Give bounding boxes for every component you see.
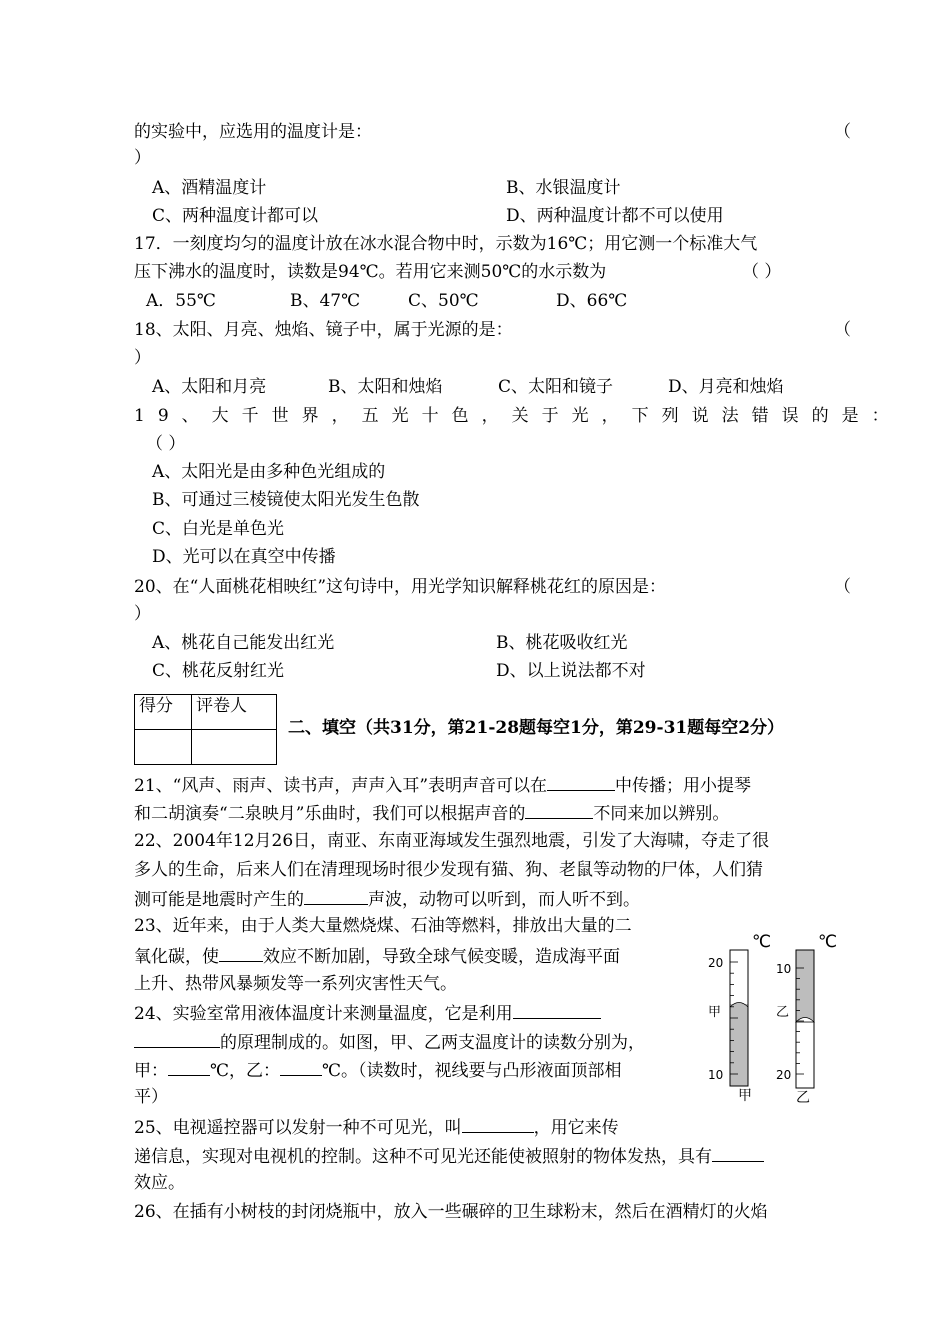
q25-blank-light[interactable] — [462, 1116, 534, 1133]
q24-text-1: 24、实验室常用液体温度计来测量温度，它是利用 — [134, 1004, 513, 1024]
q17-option-a: A．55℃ — [146, 291, 216, 311]
q17-option-d: D、66℃ — [556, 291, 628, 311]
q18-option-c: C、太阳和镜子 — [498, 377, 614, 397]
q18-paren-open: （ — [834, 320, 851, 340]
q17-line-1: 17．一刻度均匀的温度计放在冰水混合物中时，示数为16℃；用它测一个标准大气 — [134, 234, 758, 254]
section-2-heading: 二、填空（共31分，第21-28题每空1分，第29-31题每空2分） — [288, 718, 785, 738]
q21-blank-2[interactable] — [525, 802, 593, 819]
yi-label-10: 10 — [776, 962, 792, 976]
q23-line-3: 上升、热带风暴频发等一系列灾害性天气。 — [134, 974, 457, 994]
jia-label-10: 10 — [708, 1068, 724, 1082]
q21-line-1 — [134, 774, 751, 796]
q19-stem: 19、大千世界，五光十色，关于光，下列说法错误的是： — [134, 406, 902, 426]
grader-cell[interactable] — [192, 730, 277, 765]
q16-paren-close: ） — [134, 148, 151, 168]
q17-line-2: 压下沸水的温度时，读数是94℃。若用它来测50℃的水示数为 — [134, 262, 607, 282]
thermometer-yi — [776, 950, 814, 1106]
q24-text-3c: ℃。（读数时，视线要与凸形液面顶部相 — [322, 1061, 622, 1081]
q16-option-b: B、水银温度计 — [506, 178, 621, 198]
thermometer-figure — [700, 928, 870, 1108]
q25-text-1b: ，用它来传 — [533, 1118, 619, 1138]
q25-line-3: 效应。 — [134, 1173, 185, 1193]
q22-text-3b: 声波，动物可以听到，而人听不到。 — [368, 890, 640, 910]
jia-side-label: 甲 — [708, 1005, 722, 1020]
q25-line-1 — [134, 1116, 619, 1138]
yi-side-label: 乙 — [776, 1005, 790, 1020]
q24-blank-yi[interactable] — [280, 1059, 322, 1076]
q20-paren-close: ） — [134, 604, 151, 624]
q20-option-b: B、桃花吸收红光 — [496, 633, 628, 653]
q16-option-a: A、酒精温度计 — [152, 178, 267, 198]
q22-line-1: 22、2004年12月26日，南亚、东南亚海域发生强烈地震，引发了大海啸，夺走了很 — [134, 831, 770, 851]
q24-line-3 — [134, 1059, 622, 1081]
q19-option-c: C、白光是单色光 — [152, 519, 285, 539]
q25-text-2: 递信息，实现对电视机的控制。这种不可见光还能使被照射的物体发热，具有 — [134, 1147, 712, 1167]
unit-left: ℃ — [752, 932, 772, 952]
q22-line-2: 多人的生命，后来人们在清理现场时很少发现有猫、狗、老鼠等动物的尸体，人们猜 — [134, 860, 763, 880]
q19-paren: （ ） — [146, 434, 186, 454]
q17-paren: （ ） — [742, 262, 782, 282]
q23-text-2a: 氧化碳，使 — [134, 947, 219, 967]
q24-text-3b: ℃，乙： — [210, 1061, 281, 1081]
q24-text-3a: 甲： — [134, 1061, 168, 1081]
q18-paren-close: ） — [134, 348, 151, 368]
q21-text-1b: 中传播；用小提琴 — [615, 776, 752, 796]
q21-text-2b: 不同来加以辨别。 — [593, 804, 730, 824]
q16-paren-open: （ — [834, 122, 851, 142]
jia-label-20: 20 — [708, 956, 724, 970]
q24-line-1 — [134, 1002, 601, 1024]
q24-line-2 — [134, 1031, 645, 1053]
score-label: 得分 — [135, 695, 192, 730]
q23-text-2b: 效应不断加剧，导致全球气候变暖，造成海平面 — [263, 947, 620, 967]
score-table — [134, 694, 277, 765]
grader-label: 评卷人 — [192, 695, 277, 730]
q24-line-4: 平） — [134, 1087, 168, 1107]
q18-stem: 18、太阳、月亮、烛焰、镜子中，属于光源的是： — [134, 320, 513, 340]
q24-blank-principle-b[interactable] — [134, 1031, 220, 1048]
q21-text-2a: 和二胡演奏“二泉映月”乐曲时，我们可以根据声音的 — [134, 804, 526, 824]
q26-line-1: 26、在插有小树枝的封闭烧瓶中，放入一些碾碎的卫生球粉末，然后在酒精灯的火焰 — [134, 1202, 768, 1222]
thermometer-jia — [708, 950, 752, 1104]
q20-option-c: C、桃花反射红光 — [152, 661, 285, 681]
q24-blank-principle-a[interactable] — [513, 1002, 601, 1019]
q16-option-c: C、两种温度计都可以 — [152, 206, 319, 226]
q22-blank[interactable] — [304, 888, 368, 905]
q22-text-3a: 测可能是地震时产生的 — [134, 890, 304, 910]
q19-option-d: D、光可以在真空中传播 — [152, 547, 336, 567]
q18-option-b: B、太阳和烛焰 — [328, 377, 443, 397]
q19-option-a: A、太阳光是由多种色光组成的 — [152, 462, 386, 482]
q17-option-b: B、47℃ — [290, 291, 361, 311]
q21-line-2 — [134, 802, 729, 824]
q19-option-b: B、可通过三棱镜使太阳光发生色散 — [152, 490, 420, 510]
q21-blank-1[interactable] — [547, 774, 615, 791]
q21-text-1a: 21、“风声、雨声、读书声，声声入耳”表明声音可以在 — [134, 776, 548, 796]
yi-name: 乙 — [796, 1090, 810, 1106]
q18-option-d: D、月亮和烛焰 — [668, 377, 784, 397]
q17-option-c: C、50℃ — [408, 291, 479, 311]
yi-label-20: 20 — [776, 1068, 792, 1082]
q23-line-1: 23、近年来，由于人类大量燃烧煤、石油等燃料，排放出大量的二 — [134, 916, 632, 936]
q20-stem: 20、在“人面桃花相映红”这句诗中，用光学知识解释桃花红的原因是： — [134, 577, 667, 597]
q16-option-d: D、两种温度计都不可以使用 — [506, 206, 724, 226]
q23-line-2 — [134, 945, 620, 967]
q24-blank-jia[interactable] — [168, 1059, 210, 1076]
q25-line-2 — [134, 1145, 764, 1167]
score-cell[interactable] — [135, 730, 192, 765]
q20-option-d: D、以上说法都不对 — [496, 661, 646, 681]
q20-option-a: A、桃花自己能发出红光 — [152, 633, 335, 653]
jia-name: 甲 — [738, 1088, 752, 1104]
q25-blank-effect[interactable] — [712, 1145, 764, 1162]
q20-paren-open: （ — [834, 577, 851, 597]
q16-stem-tail: 的实验中，应选用的温度计是： — [134, 122, 372, 142]
q24-text-2: 的原理制成的。如图，甲、乙两支温度计的读数分别为， — [220, 1033, 645, 1053]
unit-right: ℃ — [818, 932, 838, 952]
q18-option-a: A、太阳和月亮 — [152, 377, 267, 397]
q25-text-1a: 25、电视遥控器可以发射一种不可见光，叫 — [134, 1118, 462, 1138]
q23-blank[interactable] — [219, 945, 263, 962]
q22-line-3 — [134, 888, 640, 910]
